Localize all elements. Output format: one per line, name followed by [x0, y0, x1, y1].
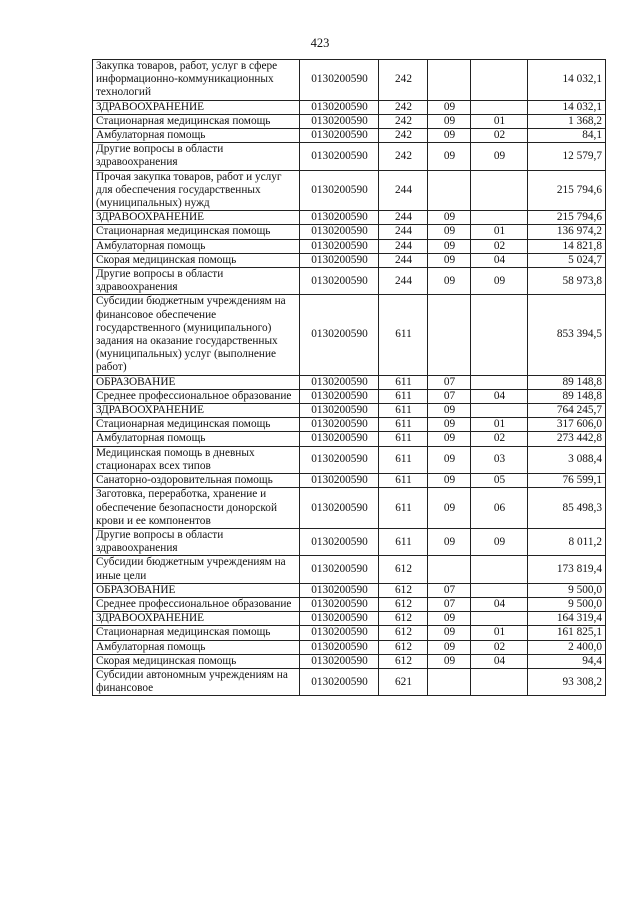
row-pr-cell: 09: [471, 143, 528, 170]
row-pr-cell: [471, 211, 528, 225]
row-name-cell: Скорая медицинская помощь: [93, 253, 300, 267]
row-csr-cell: 0130200590: [300, 114, 379, 128]
table-row: [93, 654, 606, 668]
row-rz-cell: 07: [428, 389, 471, 403]
row-name-cell: Другие вопросы в области здравоохранения: [93, 268, 300, 295]
row-sum-cell: 84,1: [528, 129, 606, 143]
row-name-cell: Стационарная медицинская помощь: [93, 626, 300, 640]
table-row: [93, 375, 606, 389]
row-csr-cell: 0130200590: [300, 597, 379, 611]
row-name-cell: ЗДРАВООХРАНЕНИЕ: [93, 612, 300, 626]
row-csr-cell: 0130200590: [300, 488, 379, 529]
row-pr-cell: 09: [471, 268, 528, 295]
row-vr-cell: 242: [379, 60, 428, 101]
row-csr-cell: 0130200590: [300, 211, 379, 225]
row-rz-cell: [428, 295, 471, 375]
row-csr-cell: 0130200590: [300, 239, 379, 253]
row-vr-cell: 244: [379, 253, 428, 267]
row-vr-cell: 611: [379, 404, 428, 418]
row-vr-cell: 244: [379, 268, 428, 295]
row-sum-cell: 2 400,0: [528, 640, 606, 654]
row-rz-cell: [428, 668, 471, 695]
row-csr-cell: 0130200590: [300, 668, 379, 695]
row-name-cell: ОБРАЗОВАНИЕ: [93, 583, 300, 597]
table-row: [93, 170, 606, 211]
row-vr-cell: 244: [379, 225, 428, 239]
row-name-cell: Санаторно-оздоровительная помощь: [93, 474, 300, 488]
row-vr-cell: 611: [379, 432, 428, 446]
row-rz-cell: 09: [428, 239, 471, 253]
row-vr-cell: 621: [379, 668, 428, 695]
row-rz-cell: [428, 60, 471, 101]
table-row: [93, 446, 606, 473]
page-number: 423: [310, 36, 330, 50]
row-sum-cell: 14 032,1: [528, 100, 606, 114]
row-sum-cell: 215 794,6: [528, 170, 606, 211]
row-csr-cell: 0130200590: [300, 375, 379, 389]
row-csr-cell: 0130200590: [300, 583, 379, 597]
row-rz-cell: 09: [428, 432, 471, 446]
row-vr-cell: 611: [379, 375, 428, 389]
table-row: [93, 556, 606, 583]
row-pr-cell: [471, 612, 528, 626]
row-sum-cell: 12 579,7: [528, 143, 606, 170]
row-rz-cell: 09: [428, 528, 471, 555]
row-rz-cell: 09: [428, 474, 471, 488]
row-sum-cell: 273 442,8: [528, 432, 606, 446]
row-sum-cell: 9 500,0: [528, 583, 606, 597]
row-pr-cell: [471, 295, 528, 375]
row-pr-cell: [471, 170, 528, 211]
row-vr-cell: 612: [379, 612, 428, 626]
table-row: [93, 528, 606, 555]
row-pr-cell: 02: [471, 239, 528, 253]
table-row: [93, 640, 606, 654]
row-pr-cell: 04: [471, 253, 528, 267]
row-rz-cell: 09: [428, 626, 471, 640]
table-row: [93, 100, 606, 114]
row-pr-cell: [471, 583, 528, 597]
row-vr-cell: 612: [379, 654, 428, 668]
row-sum-cell: 9 500,0: [528, 597, 606, 611]
row-vr-cell: 611: [379, 295, 428, 375]
table-row: [93, 60, 606, 101]
row-csr-cell: 0130200590: [300, 528, 379, 555]
table-row: [93, 626, 606, 640]
row-csr-cell: 0130200590: [300, 225, 379, 239]
row-csr-cell: 0130200590: [300, 474, 379, 488]
row-rz-cell: 07: [428, 375, 471, 389]
row-rz-cell: 09: [428, 654, 471, 668]
row-sum-cell: 136 974,2: [528, 225, 606, 239]
row-vr-cell: 612: [379, 640, 428, 654]
row-rz-cell: 09: [428, 404, 471, 418]
row-vr-cell: 611: [379, 474, 428, 488]
table-row: [93, 295, 606, 375]
row-sum-cell: 93 308,2: [528, 668, 606, 695]
row-vr-cell: 244: [379, 239, 428, 253]
row-vr-cell: 242: [379, 114, 428, 128]
row-pr-cell: 01: [471, 626, 528, 640]
row-sum-cell: 14 032,1: [528, 60, 606, 101]
table-row: [93, 114, 606, 128]
row-csr-cell: 0130200590: [300, 143, 379, 170]
row-sum-cell: 1 368,2: [528, 114, 606, 128]
row-csr-cell: 0130200590: [300, 556, 379, 583]
row-rz-cell: 09: [428, 446, 471, 473]
row-rz-cell: 09: [428, 100, 471, 114]
row-sum-cell: 89 148,8: [528, 375, 606, 389]
row-csr-cell: 0130200590: [300, 626, 379, 640]
row-vr-cell: 611: [379, 528, 428, 555]
table-row: [93, 488, 606, 529]
row-pr-cell: 09: [471, 528, 528, 555]
row-vr-cell: 612: [379, 556, 428, 583]
row-rz-cell: 09: [428, 129, 471, 143]
row-csr-cell: 0130200590: [300, 100, 379, 114]
row-pr-cell: 01: [471, 225, 528, 239]
table-row: [93, 474, 606, 488]
row-vr-cell: 611: [379, 418, 428, 432]
table-row: [93, 432, 606, 446]
row-vr-cell: 244: [379, 170, 428, 211]
row-csr-cell: 0130200590: [300, 404, 379, 418]
table-row: [93, 404, 606, 418]
row-pr-cell: 04: [471, 389, 528, 403]
row-csr-cell: 0130200590: [300, 389, 379, 403]
row-pr-cell: 02: [471, 432, 528, 446]
row-name-cell: ЗДРАВООХРАНЕНИЕ: [93, 404, 300, 418]
row-name-cell: Амбулаторная помощь: [93, 640, 300, 654]
row-name-cell: Скорая медицинская помощь: [93, 654, 300, 668]
row-vr-cell: 242: [379, 100, 428, 114]
row-pr-cell: 06: [471, 488, 528, 529]
table-row: [93, 225, 606, 239]
row-vr-cell: 611: [379, 488, 428, 529]
row-vr-cell: 612: [379, 583, 428, 597]
row-csr-cell: 0130200590: [300, 60, 379, 101]
row-pr-cell: [471, 404, 528, 418]
row-name-cell: Заготовка, переработка, хранение и обеспечение безопасности донорской крови и ее компонентов: [93, 488, 300, 529]
row-name-cell: Субсидии автономным учреждениям на финансовое: [93, 668, 300, 695]
row-sum-cell: 173 819,4: [528, 556, 606, 583]
row-rz-cell: 09: [428, 612, 471, 626]
table-row: [93, 239, 606, 253]
table-row: [93, 612, 606, 626]
row-sum-cell: 89 148,8: [528, 389, 606, 403]
table-row: [93, 668, 606, 695]
row-sum-cell: 94,4: [528, 654, 606, 668]
row-sum-cell: 764 245,7: [528, 404, 606, 418]
row-pr-cell: 02: [471, 640, 528, 654]
row-rz-cell: 09: [428, 225, 471, 239]
row-vr-cell: 611: [379, 389, 428, 403]
table-row: [93, 211, 606, 225]
row-name-cell: Амбулаторная помощь: [93, 432, 300, 446]
row-vr-cell: 244: [379, 211, 428, 225]
row-rz-cell: [428, 556, 471, 583]
row-rz-cell: 09: [428, 418, 471, 432]
row-name-cell: Другие вопросы в области здравоохранения: [93, 528, 300, 555]
row-pr-cell: [471, 668, 528, 695]
row-rz-cell: 09: [428, 640, 471, 654]
row-sum-cell: 161 825,1: [528, 626, 606, 640]
table-row: [93, 253, 606, 267]
table-row: [93, 583, 606, 597]
row-name-cell: Амбулаторная помощь: [93, 239, 300, 253]
row-pr-cell: 05: [471, 474, 528, 488]
row-pr-cell: [471, 556, 528, 583]
row-rz-cell: 07: [428, 597, 471, 611]
row-name-cell: Стационарная медицинская помощь: [93, 114, 300, 128]
table-row: [93, 129, 606, 143]
row-csr-cell: 0130200590: [300, 253, 379, 267]
row-name-cell: Стационарная медицинская помощь: [93, 225, 300, 239]
row-pr-cell: 04: [471, 654, 528, 668]
row-vr-cell: 242: [379, 143, 428, 170]
table-body: [93, 60, 606, 696]
row-csr-cell: 0130200590: [300, 170, 379, 211]
table-row: [93, 389, 606, 403]
row-sum-cell: 76 599,1: [528, 474, 606, 488]
row-name-cell: ОБРАЗОВАНИЕ: [93, 375, 300, 389]
row-csr-cell: 0130200590: [300, 129, 379, 143]
row-name-cell: Субсидии бюджетным учреждениям на финансовое обеспечение государственного (муниципального) задания на оказание государственных (муниципальных) услуг (выполнение работ): [93, 295, 300, 375]
row-name-cell: Среднее профессиональное образование: [93, 389, 300, 403]
row-csr-cell: 0130200590: [300, 640, 379, 654]
row-sum-cell: 215 794,6: [528, 211, 606, 225]
row-csr-cell: 0130200590: [300, 268, 379, 295]
row-pr-cell: 01: [471, 114, 528, 128]
row-pr-cell: 02: [471, 129, 528, 143]
row-rz-cell: 09: [428, 143, 471, 170]
row-rz-cell: 09: [428, 211, 471, 225]
row-pr-cell: 04: [471, 597, 528, 611]
row-rz-cell: 09: [428, 114, 471, 128]
budget-table: [92, 59, 606, 696]
row-csr-cell: 0130200590: [300, 612, 379, 626]
row-name-cell: Субсидии бюджетным учреждениям на иные цели: [93, 556, 300, 583]
row-csr-cell: 0130200590: [300, 295, 379, 375]
row-pr-cell: [471, 375, 528, 389]
row-pr-cell: 01: [471, 418, 528, 432]
row-rz-cell: 09: [428, 488, 471, 529]
row-pr-cell: 03: [471, 446, 528, 473]
row-name-cell: Амбулаторная помощь: [93, 129, 300, 143]
row-sum-cell: 853 394,5: [528, 295, 606, 375]
row-csr-cell: 0130200590: [300, 418, 379, 432]
row-rz-cell: [428, 170, 471, 211]
row-sum-cell: 14 821,8: [528, 239, 606, 253]
table-row: [93, 268, 606, 295]
row-rz-cell: 09: [428, 253, 471, 267]
table-row: [93, 597, 606, 611]
row-sum-cell: 85 498,3: [528, 488, 606, 529]
row-sum-cell: 8 011,2: [528, 528, 606, 555]
row-csr-cell: 0130200590: [300, 654, 379, 668]
row-sum-cell: 164 319,4: [528, 612, 606, 626]
row-name-cell: ЗДРАВООХРАНЕНИЕ: [93, 211, 300, 225]
row-name-cell: Другие вопросы в области здравоохранения: [93, 143, 300, 170]
row-pr-cell: [471, 60, 528, 101]
row-name-cell: Среднее профессиональное образование: [93, 597, 300, 611]
row-name-cell: Стационарная медицинская помощь: [93, 418, 300, 432]
row-name-cell: Закупка товаров, работ, услуг в сфере информационно-коммуникационных технологий: [93, 60, 300, 101]
row-vr-cell: 612: [379, 626, 428, 640]
row-sum-cell: 58 973,8: [528, 268, 606, 295]
row-name-cell: Медицинская помощь в дневных стационарах всех типов: [93, 446, 300, 473]
row-vr-cell: 611: [379, 446, 428, 473]
row-pr-cell: [471, 100, 528, 114]
row-name-cell: Прочая закупка товаров, работ и услуг для обеспечения государственных (муниципальных) нужд: [93, 170, 300, 211]
table-row: [93, 143, 606, 170]
row-rz-cell: 09: [428, 268, 471, 295]
row-vr-cell: 242: [379, 129, 428, 143]
row-csr-cell: 0130200590: [300, 432, 379, 446]
row-rz-cell: 07: [428, 583, 471, 597]
row-csr-cell: 0130200590: [300, 446, 379, 473]
row-name-cell: ЗДРАВООХРАНЕНИЕ: [93, 100, 300, 114]
row-vr-cell: 612: [379, 597, 428, 611]
table-row: [93, 418, 606, 432]
row-sum-cell: 3 088,4: [528, 446, 606, 473]
row-sum-cell: 5 024,7: [528, 253, 606, 267]
row-sum-cell: 317 606,0: [528, 418, 606, 432]
